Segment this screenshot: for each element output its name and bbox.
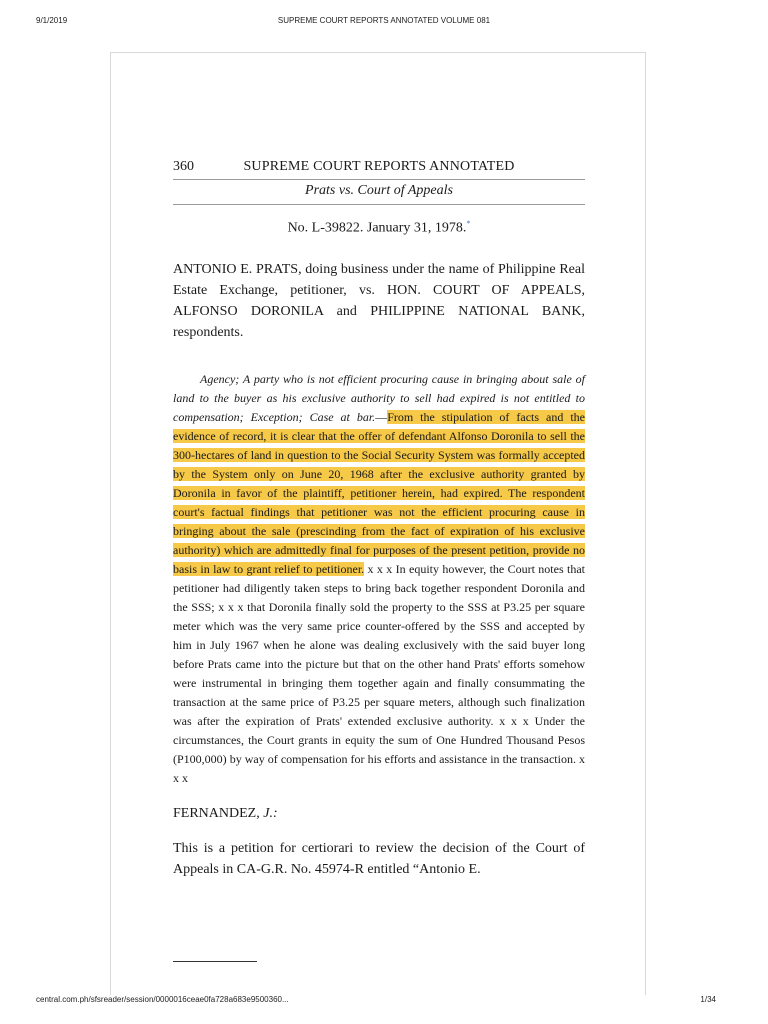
running-head bbox=[173, 159, 585, 179]
syllabus-rest: x x x In equity however, the Court notes that petitioner had diligently taken steps to bring back together respondent Doronila and the SSS; x x x that Doronila finally sold the property to the SSS at P3.25 per square meter which was the very same price counter-offered by the SSS and accepted by him in July 1967 when he alone was dealing exclusively with the said buyer long before Prats came into the picture but that on the other hand Prats' efforts somehow were instrumental in bringing them together again and finally consummating the transaction at the same price of P3.25 per square meters, although such finalization was after the expiration of Prats' extended exclusive authority. x x x Under the circumstances, the Court grants in equity the sum of One Hundred Thousand Pesos (P100,000) by way of compensation for his efforts and assistance in the transaction. x x x bbox=[173, 561, 585, 785]
ponente-name: FERNANDEZ, bbox=[173, 805, 260, 821]
syllabus-paragraph bbox=[173, 370, 585, 788]
footnote-marker[interactable]: * bbox=[466, 219, 471, 228]
print-title: SUPREME COURT REPORTS ANNOTATED VOLUME 081 bbox=[277, 16, 491, 25]
ponente-line bbox=[173, 806, 585, 822]
header-rule-bottom bbox=[173, 204, 585, 205]
docket-line bbox=[173, 219, 585, 237]
highlighted-text[interactable]: From the stipulation of facts and the evidence of record, it is clear that the offer of defendant Alfonso Doronila to sell the 300-hectares of land in question to the Social Security System was formally accepted by the System only on June 20, 1968 after the exclusive authority granted by Doronila in favor of the plaintiff, petitioner herein, had expired. The respondent court's factual findings that petitioner was not the efficient procuring cause in bringing about the sale (prescinding from the fact of expiration of his exclusive authority) which are admittedly final for purposes of the present petition, provide no basis in law to grant relief to petitioner. bbox=[173, 409, 585, 576]
book-title: SUPREME COURT REPORTS ANNOTATED bbox=[243, 159, 515, 174]
print-footer bbox=[0, 995, 768, 1009]
case-title: Prats vs. Court of Appeals bbox=[305, 183, 453, 198]
footnote-rule bbox=[173, 961, 257, 962]
page-number: 360 bbox=[173, 159, 194, 174]
opening-paragraph: This is a petition for certiorari to review the decision of the Court of Appeals in CA-G.R. No. 45974-R entitled “Antonio E. bbox=[173, 840, 585, 877]
document-page bbox=[110, 52, 646, 995]
syllabus-headnote: Agency; A party who is not efficient procuring cause in bringing about sale of land to the buyer as his exclusive authority to sell had expired is not entitled to compensation; Exception; Case at bar. bbox=[173, 371, 585, 424]
docket-number: No. L-39822. January 31, 1978. bbox=[287, 220, 467, 236]
page-content bbox=[173, 159, 585, 880]
syllabus-dash: — bbox=[375, 409, 388, 424]
print-header bbox=[0, 16, 768, 30]
parties-paragraph: ANTONIO E. PRATS, doing business under the name of Philippine Real Estate Exchange, petitioner, vs. HON. COURT OF APPEALS, ALFONSO DORONILA and PHILIPPINE NATIONAL BANK, respondents. bbox=[173, 261, 585, 340]
print-page-count: 1/34 bbox=[700, 995, 716, 1004]
print-date: 9/1/2019 bbox=[36, 16, 68, 25]
print-url: central.com.ph/sfsreader/session/0000016ceae0fa728a683e9500360... bbox=[36, 995, 289, 1004]
ponente-title: J.: bbox=[263, 805, 278, 821]
